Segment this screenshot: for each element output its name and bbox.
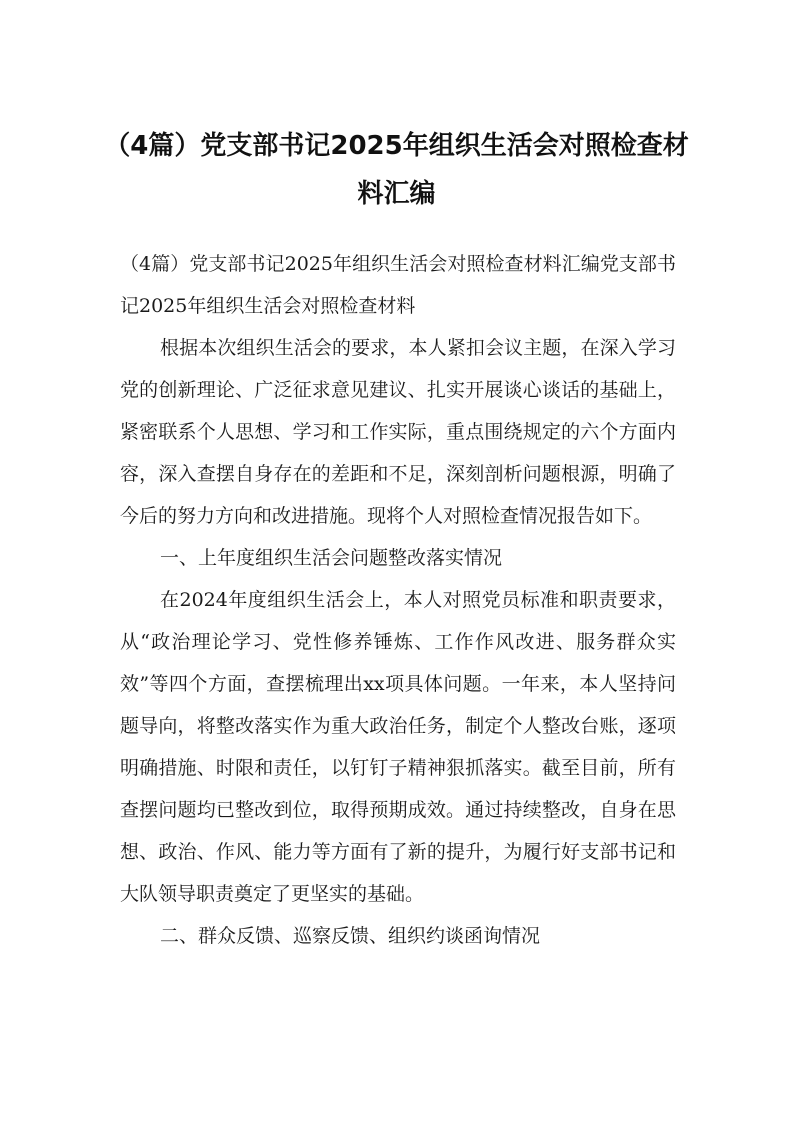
body-paragraph: 根据本次组织生活会的要求，本人紧扣会议主题，在深入学习党的创新理论、广泛征求意见建议、扎实开展谈心谈话的基础上，紧密联系个人思想、学习和工作实际，重点围绕规定的六个方面内容，深入查摆自身存在的差距和不足，深刻剖析问题根源，明确了今后的努力方向和改进措施。现将个人对照检查情况报告如下。: [120, 337, 676, 527]
document-title: （4篇）党支部书记2025年组织生活会对照检查材料汇编: [104, 131, 689, 209]
intro-paragraph: （4篇）党支部书记2025年组织生活会对照检查材料汇编党支部书记2025年组织生活会对照检查材料: [120, 253, 676, 317]
section-heading-1: 一、上年度组织生活会问题整改落实情况: [160, 547, 503, 569]
body-paragraph: 在2024年度组织生活会上，本人对照党员标准和职责要求，从“政治理论学习、党性修养锤炼、工作作风改进、服务群众实效”等四个方面，查摆梳理出xx项具体问题。一年来，本人坚持问题导向，将整改落实作为重大政治任务，制定个人整改台账，逐项明确措施、时限和责任，以钉钉子精神狠抓落实。截至目前，所有查摆问题均已整改到位，取得预期成效。通过持续整改，自身在思想、政治、作风、能力等方面有了新的提升，为履行好支部书记和大队领导职责奠定了更坚实的基础。: [120, 589, 676, 905]
section-heading-2: 二、群众反馈、巡察反馈、组织约谈函询情况: [160, 925, 541, 947]
document-body: [120, 243, 676, 957]
